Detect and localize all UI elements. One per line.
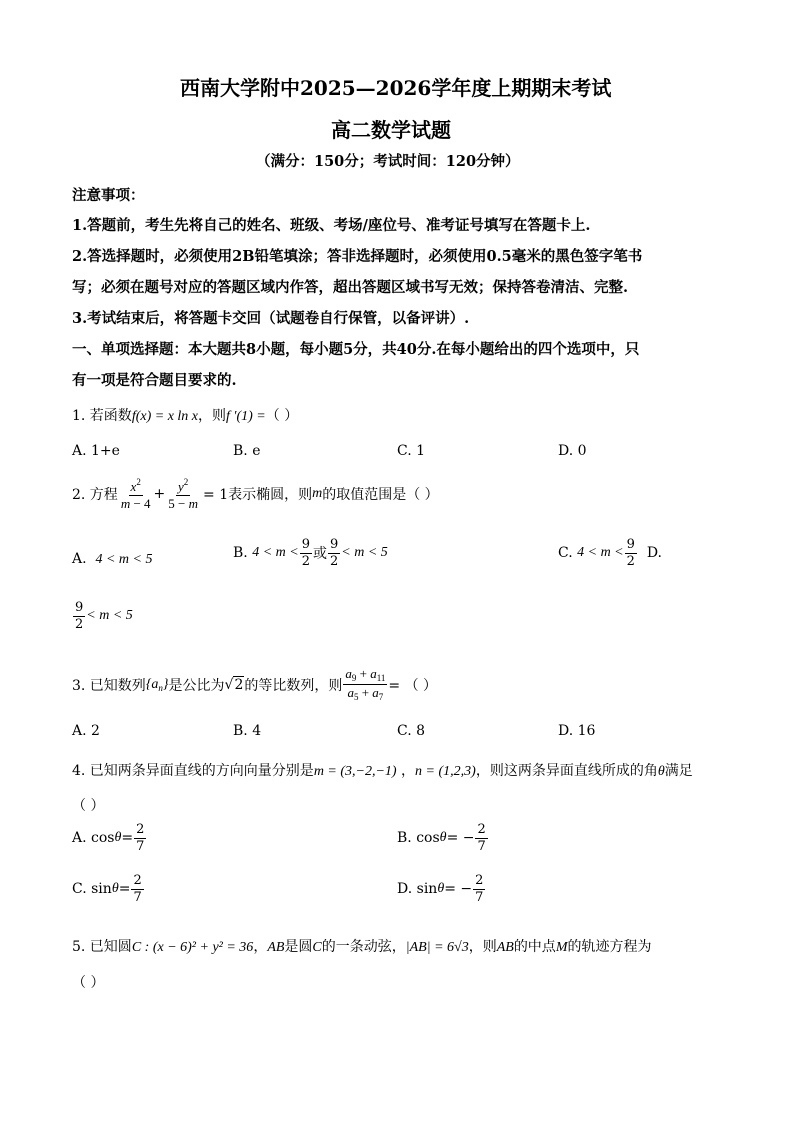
note-item-1: 1.答题前，考生先将自己的姓名、班级、考场/座位号、准考证号填写在答题卡上.: [72, 217, 591, 234]
q2-option-c: C. 4 < m < $\frac{9}{2}$ D.: [558, 537, 663, 569]
q2-suffix-b: 的取值范围是（ ）: [322, 487, 439, 504]
q4-theta: θ: [657, 764, 665, 779]
q3-option-b: B. 4: [233, 723, 262, 739]
q5-m: M: [555, 940, 568, 955]
q3-mid: 是公比为: [168, 677, 225, 694]
q4-option-b-label: B.: [397, 830, 412, 847]
q4-option-c: C. sin θ = $\frac{2}{7}$: [72, 873, 142, 905]
q5-paren: （ ）: [72, 975, 105, 991]
q4-option-d-label: D.: [397, 881, 413, 898]
q2-option-a-label: A.: [72, 551, 87, 567]
q2-suffix-a: = 1表示椭圆，则: [203, 487, 313, 504]
q5-chord: |AB| = 6√3: [405, 940, 469, 955]
section-1-line-2: 有一项是符合题目要求的.: [72, 372, 237, 389]
paper-subtitle: 高二数学试题: [331, 118, 451, 142]
q4-paren: （ ）: [72, 798, 105, 814]
exam-meta: （满分：150分；考试时间：120分钟）: [256, 153, 520, 170]
q4-option-a-label: A.: [72, 830, 87, 847]
q3-fraction: $\frac{a_9 + a_{11}}{a_5 + a_7}$: [345, 666, 386, 703]
q4-m-vector: m = (3,−2,−1): [313, 764, 397, 779]
question-4: 4. 已知两条异面直线的方向向量分别是m = (3,−2,−1) ，n = (1,2,3)，则这两条异面直线所成的角θ满足: [72, 763, 693, 779]
q2-prefix: 2. 方程: [72, 487, 118, 504]
q5-mid4: ，则: [468, 939, 497, 955]
q2-option-c-label: C.: [558, 545, 573, 562]
q2-option-a: A. 4 < m < 5: [72, 551, 153, 567]
exam-title: 西南大学附中2025—2026学年度上期期末考试: [180, 76, 612, 100]
q4-suffix2: 满足: [664, 763, 693, 779]
q2-or: 或: [313, 546, 327, 563]
q3-paren: = （ ）: [388, 677, 438, 694]
q5-mid1: ，: [253, 939, 268, 955]
q5-mid2: 是圆: [284, 939, 313, 955]
q2-option-d: $\frac{9}{2}$ < m < 5: [75, 600, 133, 632]
q5-ab-2: AB: [496, 940, 514, 955]
q5-c: C: [312, 940, 322, 955]
question-1: [72, 405, 298, 425]
q3-mid2: 的等比数列，则: [244, 677, 343, 694]
q2-option-b-label: B.: [233, 545, 248, 562]
note-item-2-line-1: 2.答选择题时，必须使用2B铅笔填涂；答非选择题时，必须使用0.5毫米的黑色签字笔书: [72, 248, 643, 265]
note-item-2-line-2: 写；必须在题号对应的答题区域内作答，超出答题区域书写无效；保持答卷清洁、完整.: [72, 279, 629, 296]
q1-mid: ，则: [198, 408, 227, 424]
q5-prefix: 5. 已知圆: [72, 939, 132, 955]
q5-circle: C : (x − 6)² + y² = 36: [131, 940, 254, 955]
q1-prefix: 1. 若函数: [72, 408, 132, 424]
q1-function: f(x) = x ln x: [131, 409, 199, 424]
q5-mid3: 的一条动弦，: [321, 939, 406, 955]
q1-option-d: D. 0: [558, 443, 587, 459]
q3-prefix: 3. 已知数列: [72, 677, 146, 694]
q4-option-d: D. sin θ = − $\frac{2}{7}$: [397, 873, 484, 905]
q3-option-d: D. 16: [558, 723, 596, 739]
q4-suffix: ，则这两条异面直线所成的角: [475, 763, 658, 779]
q4-prefix: 4. 已知两条异面直线的方向向量分别是: [72, 763, 314, 779]
q4-option-c-label: C.: [72, 881, 87, 898]
q4-option-a: A. cos θ = $\frac{2}{7}$: [72, 822, 145, 854]
question-5: [72, 936, 651, 956]
q5-suffix: 的轨迹方程为: [567, 939, 652, 955]
q2-option-d-label: D.: [646, 545, 663, 562]
q1-option-a: A. 1+e: [72, 443, 120, 459]
note-item-3: 3.考试结束后，将答题卡交回（试题卷自行保管，以备评讲）.: [72, 310, 470, 327]
q5-ab: AB: [267, 940, 285, 955]
q1-option-c: C. 1: [397, 443, 426, 459]
q4-n-vector: n = (1,2,3): [415, 764, 476, 779]
q3-option-a: A. 2: [72, 723, 100, 739]
q1-option-b: B. e: [233, 443, 261, 459]
q2-fraction-y: $\frac{y^2}{5 - m}$: [168, 477, 199, 511]
q1-paren: （ ）: [265, 408, 299, 424]
question-2: 2. 方程 $\frac{x^2}{m - 4}$ + $\frac{y^2}{5 - m}$ = 1表示椭圆，则 m 的取值范围是（ ）: [72, 477, 439, 511]
q3-option-c: C. 8: [397, 723, 426, 739]
question-3: 3. 已知数列 $\{a_n\}$ 是公比为 √2 的等比数列，则 $\frac{a_9 + a_{11}}{a_5 + a_7}$ = （ ）: [72, 666, 438, 703]
q5-mid5: 的中点: [513, 939, 556, 955]
q1-derivative: f ′(1) =: [226, 409, 266, 424]
section-1-line-1: 一、单项选择题：本大题共8小题，每小题5分，共40分.在每小题给出的四个选项中，只: [72, 341, 640, 358]
q2-option-b: B. 4 < m < $\frac{9}{2}$ 或 $\frac{9}{2}$ < m < 5: [233, 537, 388, 569]
q2-var: m: [312, 486, 323, 502]
q2-fraction-x: $\frac{x^2}{m - 4}$: [120, 477, 151, 511]
q4-option-b: B. cos θ = − $\frac{2}{7}$: [397, 822, 486, 854]
notes-heading: 注意事项：: [72, 187, 145, 204]
